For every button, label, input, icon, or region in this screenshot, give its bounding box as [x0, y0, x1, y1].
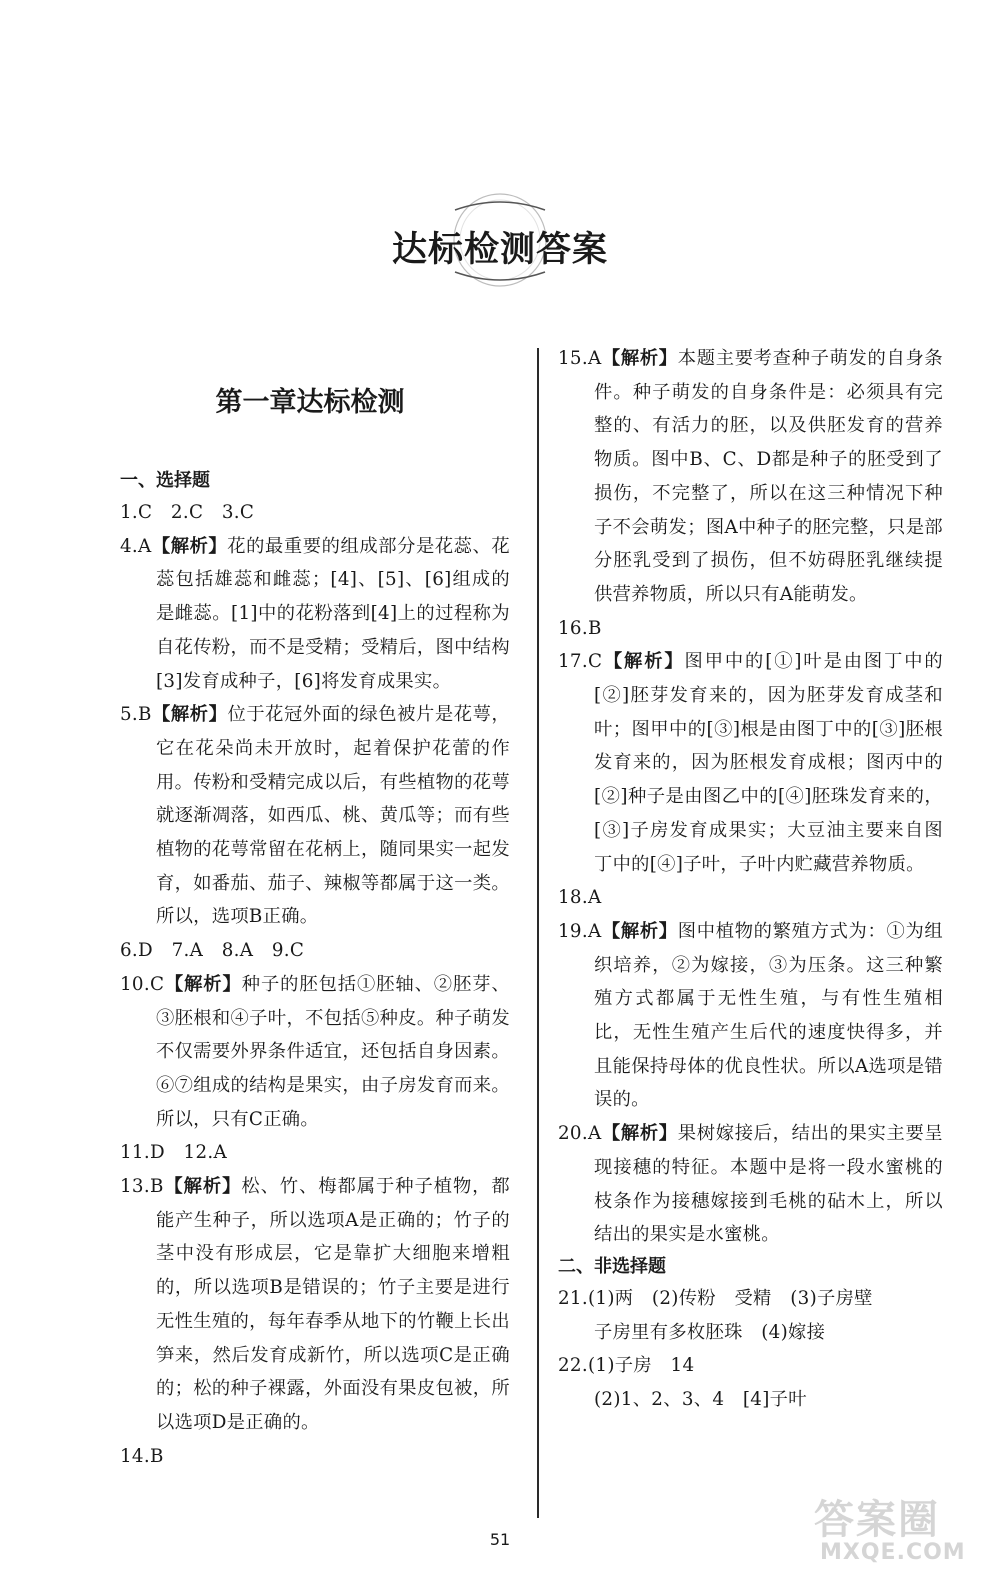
answer-number: 10.C	[120, 973, 165, 995]
answer-number: 20.A	[558, 1123, 602, 1145]
analysis-tag: 【解析】	[151, 535, 228, 557]
right-column	[558, 342, 943, 1417]
answer-item	[120, 530, 510, 699]
analysis-tag: 【解析】	[164, 973, 242, 995]
page-title: 达标检测答案	[391, 230, 608, 270]
chapter-title: 第一章达标检测	[215, 387, 405, 418]
answer-item: 16.B	[558, 617, 602, 639]
analysis-tag: 【解析】	[151, 704, 228, 726]
analysis-tag: 【解析】	[601, 1123, 678, 1145]
column-divider	[537, 348, 539, 1518]
answer-22-line1: 22.(1)子房 14	[558, 1355, 695, 1377]
analysis-tag: 【解析】	[602, 651, 685, 673]
answer-item	[558, 915, 943, 1117]
answer-item	[558, 342, 943, 612]
answer-item	[120, 698, 510, 934]
answer-item	[120, 968, 510, 1137]
answer-22-line2: (2)1、2、3、4 [4]子叶	[594, 1389, 807, 1411]
answer-item	[558, 1117, 943, 1252]
answer-explanation: 花的最重要的组成部分是花蕊、花蕊包括雄蕊和雌蕊；[4]、[5]、[6]组成的是雌蕊。[1]中的花粉落到[4]上的过程称为自花传粉，而不是受精；受精后，图中结构[3]发育成种子，[6]将发育成果实。	[156, 535, 510, 692]
answer-explanation: 松、竹、梅都属于种子植物，都能产生种子，所以选项A是正确的；竹子的茎中没有形成层，它是靠扩大细胞来增粗的，所以选项B是错误的；竹子主要是进行无性生殖的，每年春季从地下的竹鞭上长出笋来，然后发育成新竹，所以选项C是正确的；松的种子裸露，外面没有果皮包被，所以选项D是正确的。	[156, 1176, 510, 1433]
answer-number: 13.B	[120, 1176, 164, 1198]
section-title-nonchoice: 二、非选择题	[558, 1255, 666, 1277]
answer-number: 17.C	[558, 651, 603, 673]
answer-item: 14.B	[120, 1445, 164, 1467]
answer-number: 5.B	[120, 704, 152, 726]
answer-item	[558, 645, 943, 881]
analysis-tag: 【解析】	[601, 920, 678, 942]
analysis-tag: 【解析】	[601, 348, 678, 369]
answer-item	[120, 1170, 510, 1440]
answer-number: 4.A	[120, 535, 152, 557]
left-column	[120, 380, 510, 1473]
answer-item: 11.D 12.A	[120, 1142, 227, 1164]
answer-explanation: 图中植物的繁殖方式为：①为组织培养，②为嫁接，③为压条。这三种繁殖方式都属于无性生殖，与有性生殖相比，无性生殖产生后代的速度快得多，并且能保持母体的优良性状。所以A选项是错误的。	[594, 920, 944, 1111]
answer-explanation: 位于花冠外面的绿色被片是花萼，它在花朵尚未开放时，起着保护花蕾的作用。传粉和受精完成以后，有些植物的花萼就逐渐凋落，如西瓜、桃、黄瓜等；而有些植物的花萼常留在花柄上，随同果实一起发育，如番茄、茄子、辣椒等都属于这一类。所以，选项B正确。	[156, 704, 510, 928]
answer-item: 18.A	[558, 887, 602, 909]
answer-list-left	[120, 496, 510, 1473]
answer-number: 19.A	[558, 920, 602, 942]
answer-explanation: 本题主要考查种子萌发的自身条件。种子萌发的自身条件是：必须具有完整的、有活力的胚，以及供胚发育的营养物质。图中B、C、D都是种子的胚受到了损伤，不完整了，所以在这三种情况下种子不会萌发；图A中种子的胚完整，只是部分胚乳受到了损伤，但不妨碍胚乳继续提供营养物质，所以只有A能萌发。	[594, 348, 944, 605]
answer-item: 6.D 7.A 8.A 9.C	[120, 940, 305, 962]
section-title-choice: 一、选择题	[120, 470, 210, 491]
answer-explanation: 图甲中的[①]叶是由图丁中的[②]胚芽发育来的，因为胚芽发育成茎和叶；图甲中的[③]根是由图丁中的[③]胚根发育来的，因为胚根发育成根；图丙中的[②]种子是由图乙中的[④]胚珠发育来的，[③]子房发育成果实；大豆油主要来自图丁中的[④]子叶，子叶内贮藏营养物质。	[594, 651, 943, 875]
answer-21-line2: 子房里有多枚胚珠 (4)嫁接	[594, 1321, 826, 1343]
answer-21-line1: 21.(1)两 (2)传粉 受精 (3)子房壁	[558, 1287, 873, 1309]
watermark-text: 答案圈	[814, 1497, 940, 1543]
answer-item: 1.C 2.C 3.C	[120, 502, 255, 523]
analysis-tag: 【解析】	[163, 1176, 242, 1198]
answer-explanation: 种子的胚包括①胚轴、②胚芽、③胚根和④子叶，不包括⑤种皮。种子萌发不仅需要外界条件适宜，还包括自身因素。⑥⑦组成的结构是果实，由子房发育而来。所以，只有C正确。	[156, 973, 511, 1130]
page-number: 51	[489, 1530, 511, 1549]
watermark-logo	[806, 1488, 996, 1566]
answer-number: 15.A	[558, 348, 602, 369]
watermark-url: MXQE.COM	[820, 1540, 966, 1565]
answer-explanation: 果树嫁接后，结出的果实主要呈现接穗的特征。本题中是将一段水蜜桃的枝条作为接穗嫁接到毛桃的砧木上，所以结出的果实是水蜜桃。	[594, 1123, 944, 1246]
answer-list-right	[558, 342, 943, 1252]
